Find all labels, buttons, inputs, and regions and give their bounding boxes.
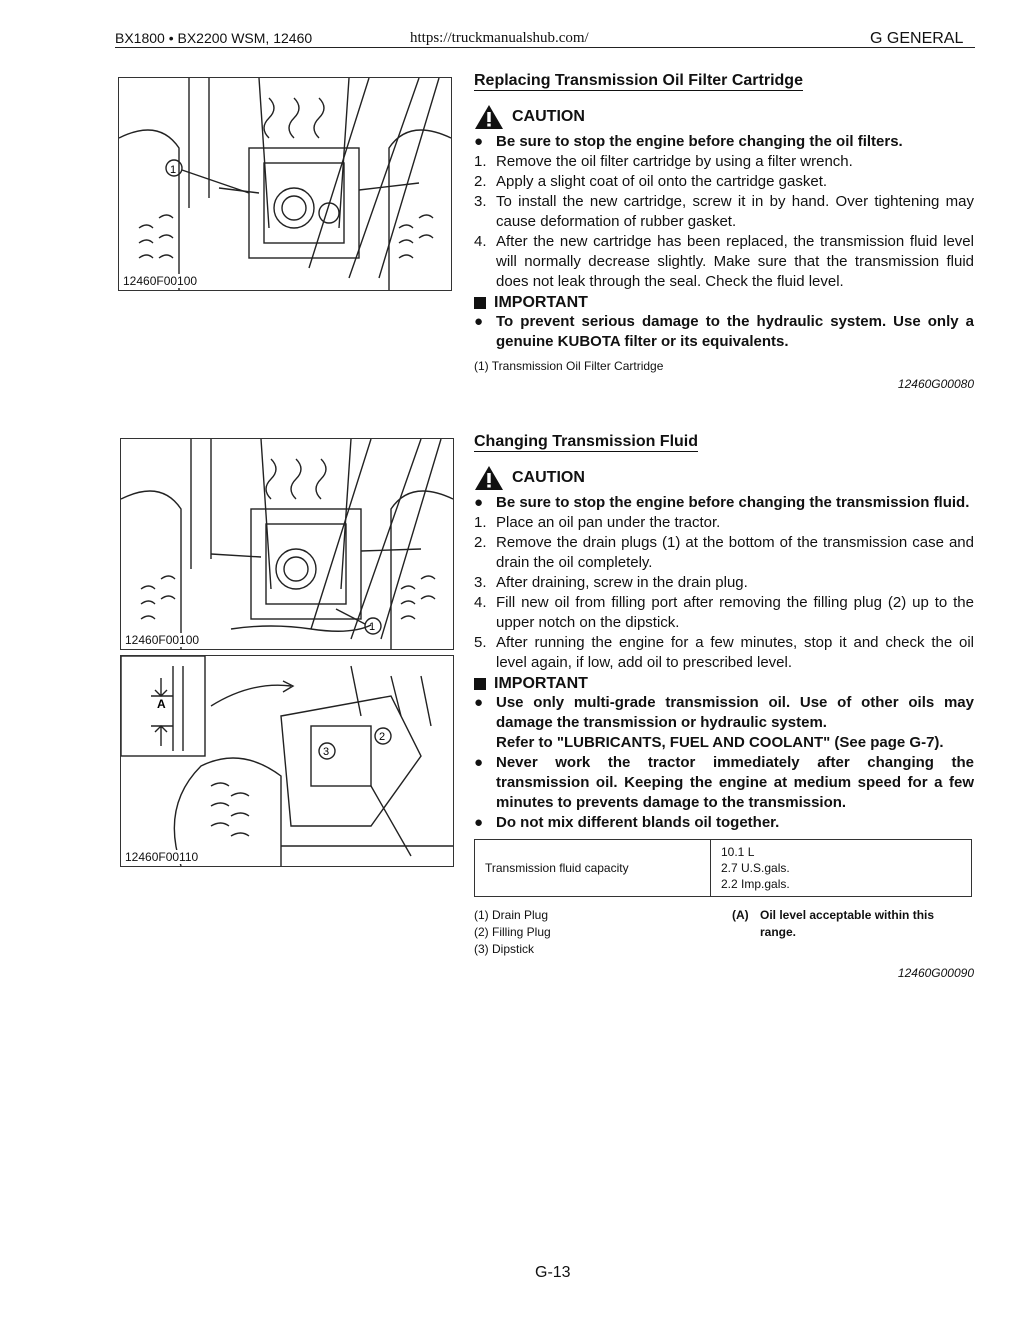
step-item: 5. After running the engine for a few minutes, stop it and check the oil level again, if low, add oil to prescribed level. (474, 634, 974, 671)
doc-code: 12460G00080 (897, 377, 974, 391)
important-heading (474, 294, 974, 312)
refer-note: Refer to "LUBRICANTS, FUEL AND COOLANT" (See page G-7). (496, 734, 944, 751)
section-title: Replacing Transmission Oil Filter Cartridge (474, 72, 803, 89)
figure-caption: 12460F00100 (125, 633, 200, 647)
figure-filter-cartridge (118, 77, 452, 291)
level-range-label: A (157, 697, 166, 711)
important-item: ● To prevent serious damage to the hydraulic system. Use only a genuine KUBOTA filter or its equivalents. (474, 313, 974, 350)
step-item: 1. Remove the oil filter cartridge by using a filter wrench. (474, 153, 853, 170)
important-item: ● Use only multi-grade transmission oil. Use of other oils may damage the transmission or hydraulic system. Refer to "LUBRICANTS, FUEL AND COOLANT" (See page G-7). (474, 694, 974, 751)
important-label: IMPORTANT (494, 294, 588, 311)
legend-item: (2) Filling Plug (474, 925, 551, 939)
step-item: 2. Remove the drain plugs (1) at the bottom of the transmission case and drain the oil completely. (474, 534, 974, 571)
capacity-table (474, 839, 972, 897)
capacity-values: 10.1 L 2.7 U.S.gals. 2.2 Imp.gals. (711, 840, 972, 897)
callout-1: 1 (170, 164, 177, 176)
section-change-fluid (474, 433, 974, 980)
figure-dipstick (120, 655, 454, 867)
doc-code: 12460G00090 (897, 966, 974, 980)
warning-triangle-icon (474, 104, 504, 130)
tractor-underside-illustration (121, 439, 453, 649)
step-item: 3. To install the new cartridge, screw it in by hand. Over tightening may cause deformation of rubber gasket. (474, 193, 974, 230)
step-item: 4. Fill new oil from filling port after removing the filling plug (2) up to the upper notch on the dipstick. (474, 594, 974, 631)
figure-legend: (1) Transmission Oil Filter Cartridge (474, 359, 664, 373)
warning-triangle-icon (474, 465, 504, 491)
rear-axle-illustration (121, 656, 453, 866)
caution-heading (474, 465, 974, 491)
header-rule (115, 47, 975, 48)
section-replace-filter (474, 72, 974, 391)
step-item: 1. Place an oil pan under the tractor. (474, 514, 721, 531)
callout-2: 2 (379, 731, 386, 743)
important-heading (474, 675, 974, 693)
tractor-underside-illustration (119, 78, 451, 290)
important-item: ● Never work the tractor immediately after changing the transmission oil. Keeping the engine at medium speed for a few minutes to prevents damage to the transmission. (474, 754, 974, 811)
callout-1: 1 (369, 621, 376, 633)
step-item: 4. After the new cartridge has been replaced, the transmission fluid level will normally decrease slightly. Make sure that the transmission fluid does not leak through the seal. Check the fluid level. (474, 233, 974, 290)
important-item: ● Do not mix different blands oil together. (474, 814, 780, 831)
step-item: 2. Apply a slight coat of oil onto the cartridge gasket. (474, 173, 828, 190)
header-model: BX1800 • BX2200 WSM, 12460 (115, 30, 313, 46)
figure-drain-plug (120, 438, 454, 650)
section-title: Changing Transmission Fluid (474, 433, 699, 450)
callout-3: 3 (323, 746, 330, 758)
header-section: G GENERAL (870, 30, 964, 47)
caution-label: CAUTION (512, 108, 585, 125)
caution-label: CAUTION (512, 469, 585, 486)
figure-legend (474, 907, 974, 958)
header-url[interactable]: https://truckmanualshub.com/ (410, 30, 589, 46)
square-bullet-icon (474, 678, 486, 690)
step-item: 3. After draining, screw in the drain plug. (474, 574, 748, 591)
square-bullet-icon (474, 297, 486, 309)
important-label: IMPORTANT (494, 675, 588, 692)
page-number: G-13 (535, 1264, 571, 1281)
figure-caption: 12460F00110 (125, 850, 199, 864)
legend-item-a: (A) Oil level acceptable within this range. (732, 908, 935, 939)
legend-item: (1) Drain Plug (474, 908, 549, 922)
caution-item: ● Be sure to stop the engine before changing the oil filters. (474, 133, 903, 150)
legend-item: (3) Dipstick (474, 942, 535, 956)
caution-heading (474, 104, 974, 130)
caution-item: ● Be sure to stop the engine before changing the transmission fluid. (474, 494, 970, 511)
figure-caption: 12460F00100 (123, 274, 198, 288)
capacity-label: Transmission fluid capacity (475, 840, 711, 897)
